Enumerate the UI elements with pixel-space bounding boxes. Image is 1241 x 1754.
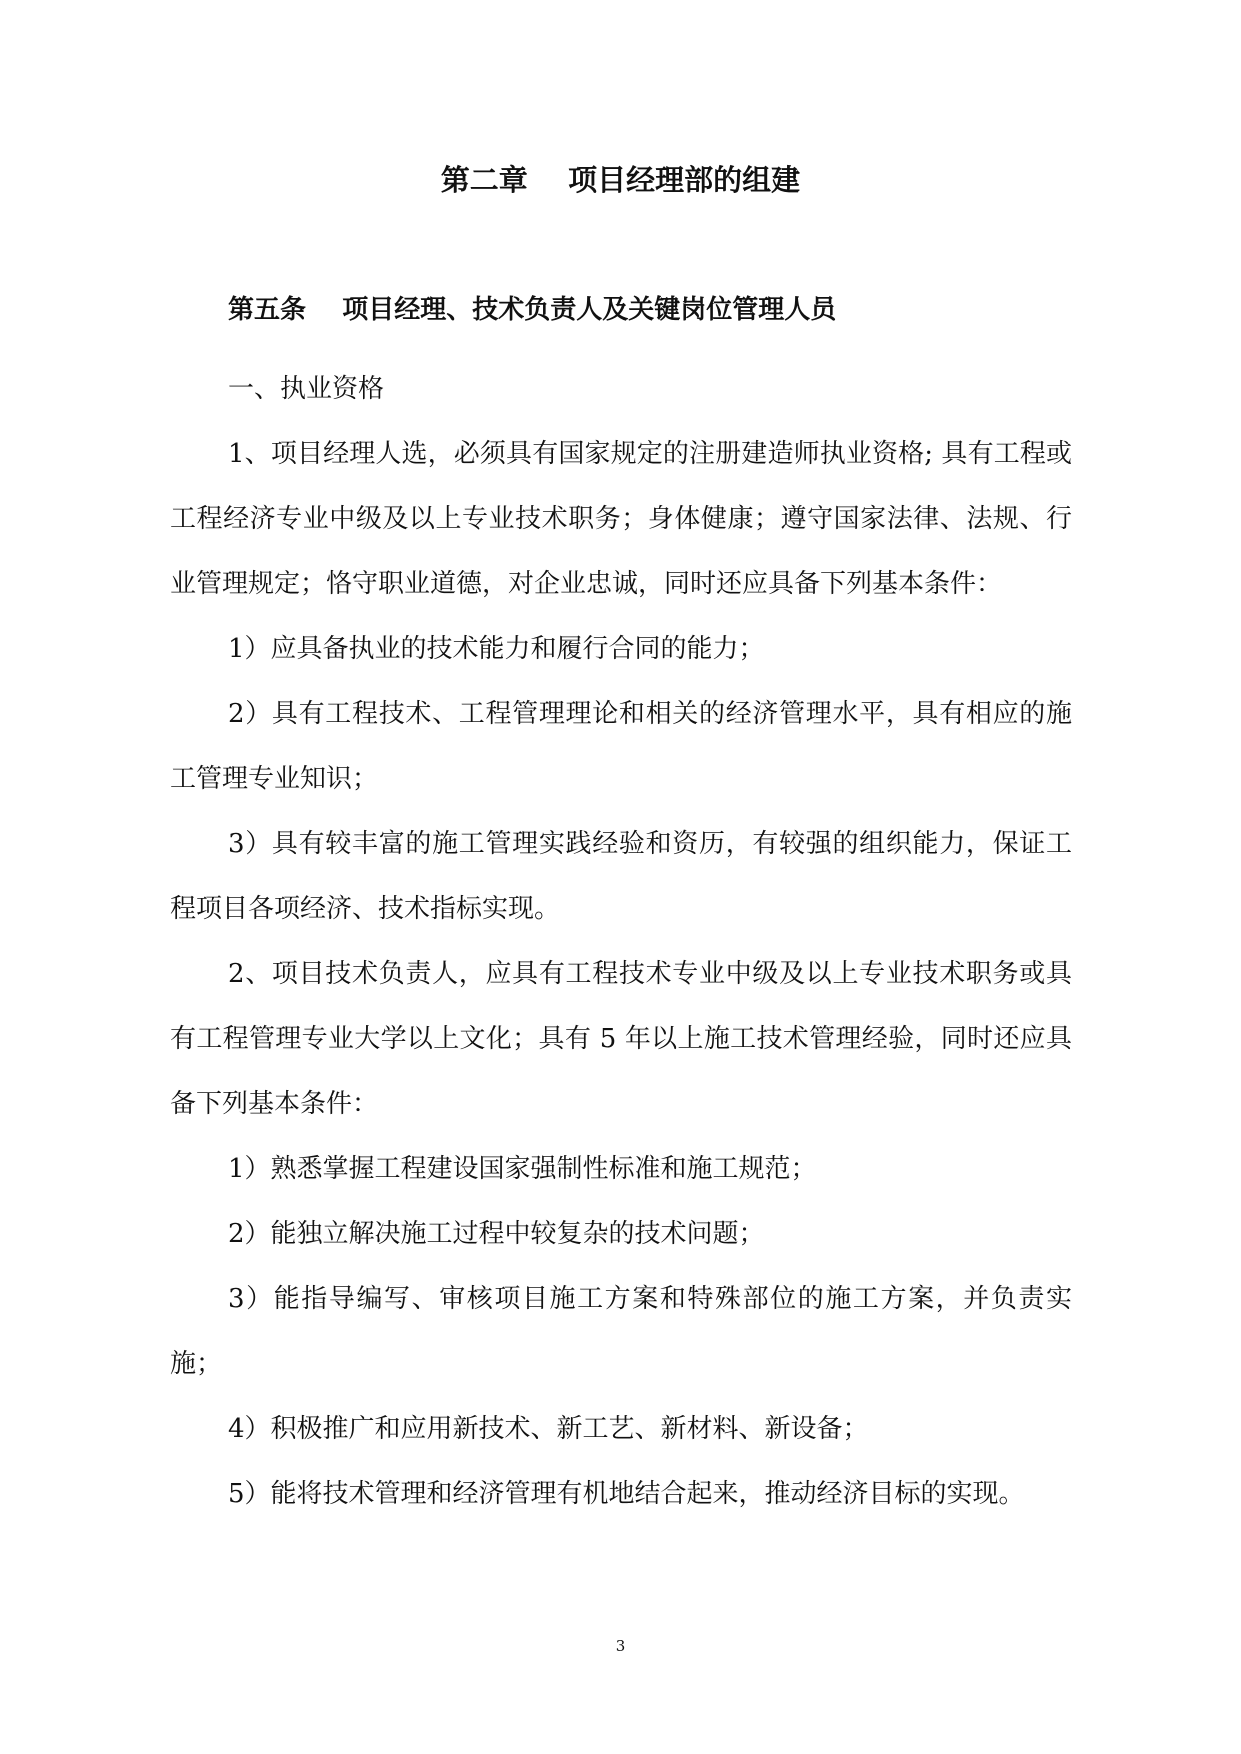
paragraph: 1）熟悉掌握工程建设国家强制性标准和施工规范； [228,1154,817,1184]
page-number: 3 [615,1637,626,1655]
article-title: 第五条 项目经理、技术负责人及关键岗位管理人员 [228,295,837,325]
paragraph: 1）应具备执业的技术能力和履行合同的能力； [228,634,765,664]
paragraph: 2、项目技术负责人，应具有工程技术专业中级及以上专业技术职务或具有工程管理专业大学以上文化；具有 5 年以上施工技术管理经验，同时还应具备下列基本条件： [170,959,1072,1119]
chapter-title: 第二章 项目经理部的组建 [440,163,801,197]
paragraph: 4）积极推广和应用新技术、新工艺、新材料、新设备； [228,1414,869,1444]
paragraph: 3）具有较丰富的施工管理实践经验和资历，有较强的组织能力，保证工程项目各项经济、技术指标实现。 [170,829,1072,924]
paragraph: 一、执业资格 [228,374,385,404]
paragraph: 1、项目经理人选，必须具有国家规定的注册建造师执业资格; 具有工程或工程经济专业中级及以上专业技术职务；身体健康；遵守国家法律、法规、行业管理规定；恪守职业道德，对企业忠诚，同时还应具备下列基本条件： [170,439,1072,599]
body-text [170,357,1072,1527]
paragraph: 2）能独立解决施工过程中较复杂的技术问题； [228,1219,765,1249]
paragraph: 2）具有工程技术、工程管理理论和相关的经济管理水平，具有相应的施工管理专业知识； [170,699,1072,794]
paragraph: 3）能指导编写、审核项目施工方案和特殊部位的施工方案，并负责实施； [170,1284,1072,1379]
paragraph: 5）能将技术管理和经济管理有机地结合起来，推动经济目标的实现。 [228,1479,1025,1509]
